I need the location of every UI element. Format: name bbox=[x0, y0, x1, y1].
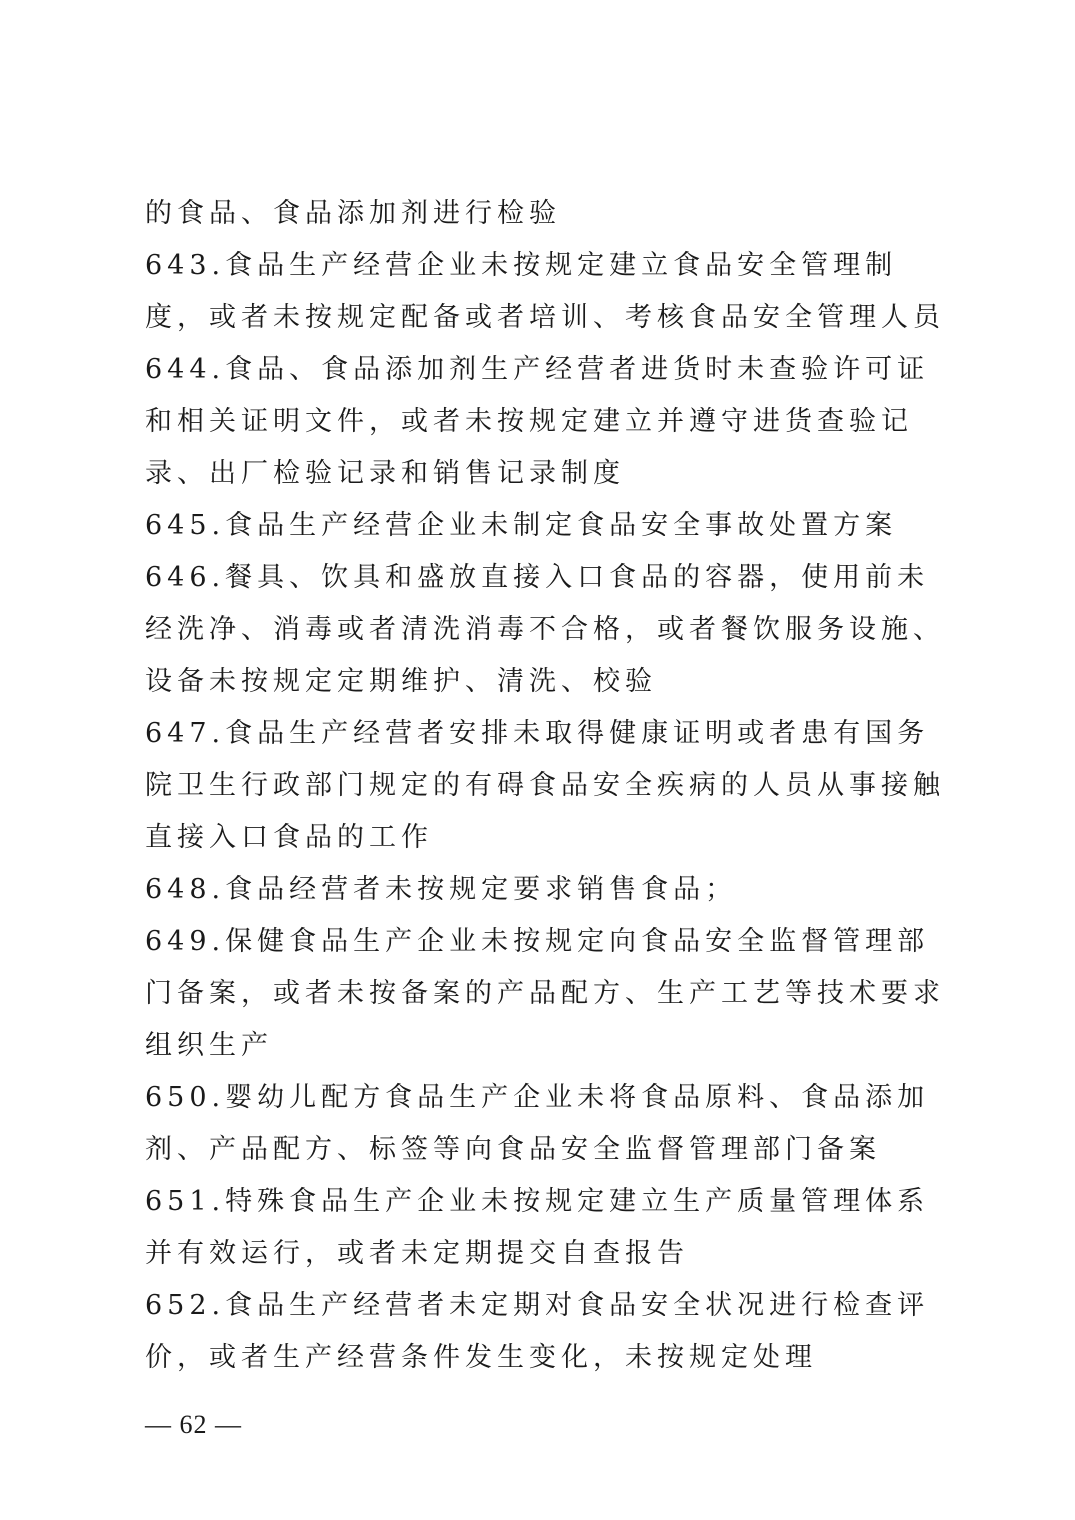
list-item-continuation: 的食品、食品添加剂进行检验 bbox=[145, 198, 561, 229]
list-item-652: 652.食品生产经营者未定期对食品安全状况进行检查评价，或者生产经营条件发生变化，未按规定处理 bbox=[145, 1290, 930, 1373]
list-item-647: 647.食品生产经营者安排未取得健康证明或者患有国务院卫生行政部门规定的有碍食品安全疾病的人员从事接触直接入口食品的工作 bbox=[145, 718, 945, 853]
list-item-643: 643.食品生产经营企业未按规定建立食品安全管理制度，或者未按规定配备或者培训、考核食品安全管理人员 bbox=[145, 250, 945, 333]
list-item-650: 650.婴幼儿配方食品生产企业未将食品原料、食品添加剂、产品配方、标签等向食品安全监督管理部门备案 bbox=[145, 1082, 930, 1165]
list-item-645: 645.食品生产经营企业未制定食品安全事故处置方案 bbox=[145, 510, 898, 541]
document-body bbox=[145, 188, 945, 1384]
list-item-649: 649.保健食品生产企业未按规定向食品安全监督管理部门备案，或者未按备案的产品配方、生产工艺等技术要求组织生产 bbox=[145, 926, 945, 1061]
list-item-644: 644.食品、食品添加剂生产经营者进货时未查验许可证和相关证明文件，或者未按规定建立并遵守进货查验记录、出厂检验记录和销售记录制度 bbox=[145, 354, 930, 489]
list-item-646: 646.餐具、饮具和盛放直接入口食品的容器，使用前未经洗净、消毒或者清洗消毒不合格，或者餐饮服务设施、设备未按规定定期维护、清洗、校验 bbox=[145, 562, 945, 697]
list-item-651: 651.特殊食品生产企业未按规定建立生产质量管理体系并有效运行，或者未定期提交自查报告 bbox=[145, 1186, 930, 1269]
page-number: — 62 — bbox=[145, 1410, 242, 1439]
list-item-648: 648.食品经营者未按规定要求销售食品； bbox=[145, 874, 738, 905]
